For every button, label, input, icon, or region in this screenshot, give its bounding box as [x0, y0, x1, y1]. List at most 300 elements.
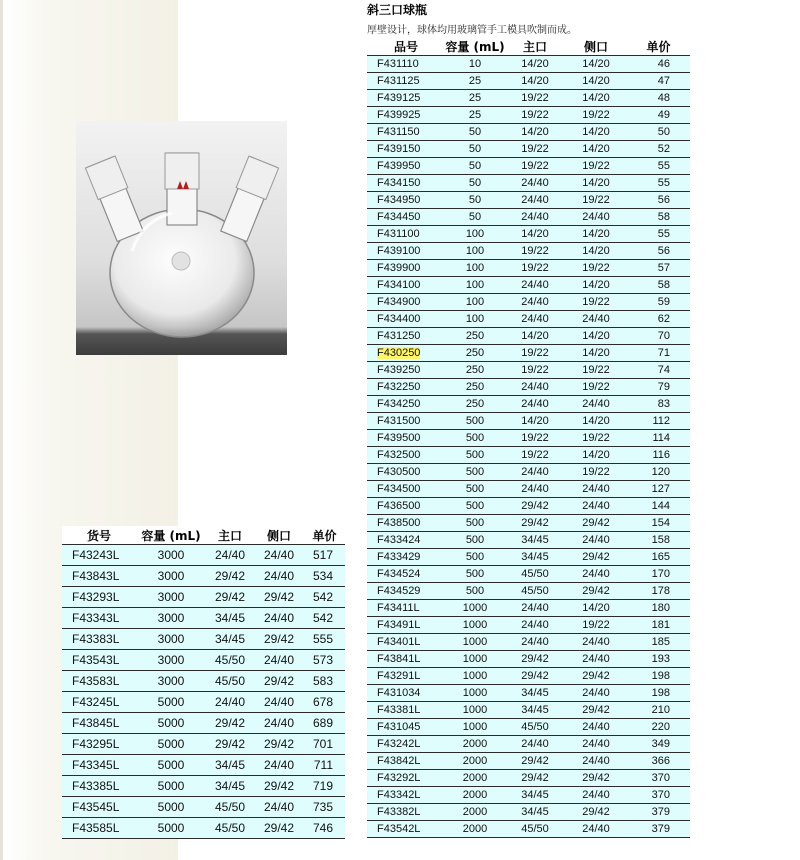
main-joint-cell: 29/42	[206, 587, 254, 608]
table-row	[367, 243, 690, 260]
table-row	[367, 566, 690, 583]
item-no-cell: F431110	[367, 56, 445, 73]
item-no-cell: F439500	[367, 430, 445, 447]
table-row	[367, 617, 690, 634]
item-no-cell: F434450	[367, 209, 445, 226]
item-no-cell: F434400	[367, 311, 445, 328]
price-cell: 573	[304, 650, 345, 671]
capacity-cell: 25	[445, 107, 505, 124]
capacity-cell: 3000	[136, 608, 206, 629]
capacity-cell: 5000	[136, 692, 206, 713]
header-side-joint: 侧口	[254, 526, 304, 545]
capacity-cell: 500	[445, 413, 505, 430]
price-cell: 534	[304, 566, 345, 587]
capacity-cell: 100	[445, 226, 505, 243]
capacity-cell: 5000	[136, 755, 206, 776]
item-no-cell: F43411L	[367, 600, 445, 617]
table-row	[367, 379, 690, 396]
price-cell: 170	[627, 566, 690, 583]
price-cell: 198	[627, 685, 690, 702]
item-no-cell: F43585L	[62, 818, 136, 839]
side-joint-cell: 29/42	[254, 629, 304, 650]
price-cell: 555	[304, 629, 345, 650]
side-joint-cell: 24/40	[254, 797, 304, 818]
price-cell: 46	[627, 56, 690, 73]
price-cell: 158	[627, 532, 690, 549]
side-joint-cell: 29/42	[565, 668, 627, 685]
table-row	[367, 260, 690, 277]
item-no-cell: F43491L	[367, 617, 445, 634]
table-row	[367, 311, 690, 328]
table-row	[367, 770, 690, 787]
side-joint-cell: 24/40	[565, 787, 627, 804]
capacity-cell: 1000	[445, 600, 505, 617]
capacity-cell: 250	[445, 379, 505, 396]
item-no-cell: F434529	[367, 583, 445, 600]
main-joint-cell: 34/45	[206, 608, 254, 629]
main-joint-cell: 19/22	[505, 430, 565, 447]
side-joint-cell: 19/22	[565, 294, 627, 311]
table-row	[62, 629, 345, 650]
capacity-cell: 2000	[445, 804, 505, 821]
price-cell: 719	[304, 776, 345, 797]
item-no-cell: F431250	[367, 328, 445, 345]
price-cell: 180	[627, 600, 690, 617]
table-row	[367, 651, 690, 668]
side-joint-cell: 29/42	[565, 515, 627, 532]
price-cell: 70	[627, 328, 690, 345]
header-price: 单价	[304, 526, 345, 545]
price-cell: 55	[627, 226, 690, 243]
item-no-cell: F432500	[367, 447, 445, 464]
item-no-cell: F43345L	[62, 755, 136, 776]
capacity-cell: 2000	[445, 821, 505, 838]
capacity-cell: 50	[445, 175, 505, 192]
side-joint-cell: 24/40	[565, 566, 627, 583]
main-joint-cell: 29/42	[505, 770, 565, 787]
main-joint-cell: 45/50	[505, 719, 565, 736]
table-row	[367, 90, 690, 107]
table-row	[367, 192, 690, 209]
price-cell: 120	[627, 464, 690, 481]
capacity-cell: 50	[445, 158, 505, 175]
side-joint-cell: 24/40	[565, 209, 627, 226]
table-row	[367, 804, 690, 821]
table-row	[367, 498, 690, 515]
side-joint-cell: 14/20	[565, 56, 627, 73]
capacity-cell: 3000	[136, 566, 206, 587]
three-neck-round-bottom-flask-photo	[76, 121, 287, 355]
table-row	[367, 753, 690, 770]
main-joint-cell: 14/20	[505, 226, 565, 243]
left-product-table	[62, 526, 345, 839]
capacity-cell: 5000	[136, 734, 206, 755]
side-joint-cell: 24/40	[565, 498, 627, 515]
main-joint-cell: 24/40	[505, 209, 565, 226]
main-joint-cell: 29/42	[505, 668, 565, 685]
capacity-cell: 100	[445, 260, 505, 277]
capacity-cell: 25	[445, 90, 505, 107]
price-cell: 71	[627, 345, 690, 362]
price-cell: 112	[627, 413, 690, 430]
main-joint-cell: 24/40	[505, 311, 565, 328]
price-cell: 144	[627, 498, 690, 515]
capacity-cell: 3000	[136, 671, 206, 692]
side-joint-cell: 24/40	[254, 713, 304, 734]
price-cell: 55	[627, 158, 690, 175]
main-joint-cell: 24/40	[505, 464, 565, 481]
table-row	[367, 396, 690, 413]
table-row	[367, 600, 690, 617]
table-row	[62, 566, 345, 587]
item-no-cell: F432250	[367, 379, 445, 396]
item-no-cell: F431034	[367, 685, 445, 702]
table-row	[367, 481, 690, 498]
side-joint-cell: 29/42	[254, 776, 304, 797]
item-no-cell: F434250	[367, 396, 445, 413]
main-joint-cell: 19/22	[505, 90, 565, 107]
price-cell: 74	[627, 362, 690, 379]
side-joint-cell: 19/22	[565, 464, 627, 481]
side-joint-cell: 19/22	[565, 362, 627, 379]
price-cell: 55	[627, 175, 690, 192]
main-joint-cell: 19/22	[505, 107, 565, 124]
item-no-cell: F43343L	[62, 608, 136, 629]
capacity-cell: 500	[445, 515, 505, 532]
price-cell: 678	[304, 692, 345, 713]
side-joint-cell: 14/20	[565, 124, 627, 141]
capacity-cell: 2000	[445, 736, 505, 753]
capacity-cell: 25	[445, 73, 505, 90]
capacity-cell: 250	[445, 345, 505, 362]
item-no-cell: F43843L	[62, 566, 136, 587]
side-joint-cell: 24/40	[254, 608, 304, 629]
price-cell: 165	[627, 549, 690, 566]
item-no-cell: F434524	[367, 566, 445, 583]
table-row	[367, 413, 690, 430]
main-joint-cell: 34/45	[505, 804, 565, 821]
item-no-cell: F439125	[367, 90, 445, 107]
capacity-cell: 5000	[136, 713, 206, 734]
page-title: 斜三口球瓶	[367, 3, 428, 17]
side-joint-cell: 24/40	[565, 753, 627, 770]
item-no-cell: F43841L	[367, 651, 445, 668]
main-joint-cell: 45/50	[206, 650, 254, 671]
side-joint-cell: 14/20	[565, 141, 627, 158]
main-joint-cell: 19/22	[505, 345, 565, 362]
table-row	[367, 464, 690, 481]
capacity-cell: 50	[445, 209, 505, 226]
side-joint-cell: 24/40	[565, 481, 627, 498]
item-no-cell	[367, 345, 445, 362]
item-no-cell: F431125	[367, 73, 445, 90]
header-capacity: 容量 (mL)	[136, 526, 206, 545]
side-joint-cell: 24/40	[254, 545, 304, 566]
price-cell: 83	[627, 396, 690, 413]
side-joint-cell: 19/22	[565, 430, 627, 447]
item-no-cell: F433429	[367, 549, 445, 566]
main-joint-cell: 45/50	[206, 797, 254, 818]
table-row	[62, 587, 345, 608]
price-cell: 58	[627, 209, 690, 226]
capacity-cell: 5000	[136, 797, 206, 818]
header-item-no: 货号	[62, 526, 136, 545]
main-joint-cell: 19/22	[505, 447, 565, 464]
flask-photo	[76, 121, 287, 355]
side-joint-cell: 29/42	[565, 549, 627, 566]
item-no-cell: F434100	[367, 277, 445, 294]
main-joint-cell: 29/42	[206, 734, 254, 755]
item-no-cell: F431045	[367, 719, 445, 736]
header-price: 单价	[627, 38, 690, 56]
item-no-cell: F43543L	[62, 650, 136, 671]
item-no-cell: F43245L	[62, 692, 136, 713]
main-joint-cell: 14/20	[505, 73, 565, 90]
price-cell: 50	[627, 124, 690, 141]
header-side-joint: 侧口	[565, 38, 627, 56]
price-cell: 185	[627, 634, 690, 651]
capacity-cell: 50	[445, 141, 505, 158]
table-row	[367, 175, 690, 192]
side-joint-cell: 29/42	[565, 583, 627, 600]
capacity-cell: 250	[445, 362, 505, 379]
table-row	[367, 685, 690, 702]
side-joint-cell: 14/20	[565, 277, 627, 294]
table-row	[367, 821, 690, 838]
table-row	[367, 634, 690, 651]
capacity-cell: 1000	[445, 719, 505, 736]
table-row	[62, 755, 345, 776]
capacity-cell: 1000	[445, 617, 505, 634]
item-no-cell: F43292L	[367, 770, 445, 787]
item-no-cell: F431150	[367, 124, 445, 141]
main-joint-cell: 29/42	[505, 498, 565, 515]
table-row	[62, 608, 345, 629]
item-no-cell: F43291L	[367, 668, 445, 685]
price-cell: 711	[304, 755, 345, 776]
price-cell: 370	[627, 770, 690, 787]
price-cell: 178	[627, 583, 690, 600]
main-joint-cell: 24/40	[505, 634, 565, 651]
side-joint-cell: 24/40	[565, 685, 627, 702]
table-row	[367, 328, 690, 345]
main-joint-cell: 24/40	[206, 692, 254, 713]
side-joint-cell: 24/40	[565, 311, 627, 328]
table-row	[62, 818, 345, 839]
capacity-cell: 500	[445, 447, 505, 464]
main-joint-cell: 24/40	[505, 396, 565, 413]
main-joint-cell: 45/50	[505, 821, 565, 838]
price-cell: 57	[627, 260, 690, 277]
capacity-cell: 5000	[136, 818, 206, 839]
side-joint-cell: 29/42	[565, 804, 627, 821]
main-joint-cell: 24/40	[505, 379, 565, 396]
capacity-cell: 1000	[445, 685, 505, 702]
table-row	[367, 447, 690, 464]
side-joint-cell: 24/40	[565, 821, 627, 838]
main-joint-cell: 19/22	[505, 260, 565, 277]
main-joint-cell: 24/40	[505, 600, 565, 617]
item-no-cell: F43342L	[367, 787, 445, 804]
page-subtitle: 厚壁设计，球体均用玻璃管手工模具吹制而成。	[367, 25, 577, 36]
side-joint-cell: 24/40	[254, 566, 304, 587]
table-row	[367, 226, 690, 243]
main-joint-cell: 29/42	[505, 753, 565, 770]
item-no-cell: F43293L	[62, 587, 136, 608]
header-main-joint: 主口	[206, 526, 254, 545]
side-joint-cell: 19/22	[565, 192, 627, 209]
side-joint-cell: 14/20	[565, 447, 627, 464]
table-row	[62, 797, 345, 818]
capacity-cell: 50	[445, 192, 505, 209]
side-joint-cell: 14/20	[565, 90, 627, 107]
main-joint-cell: 14/20	[505, 56, 565, 73]
main-joint-cell: 24/40	[505, 277, 565, 294]
side-joint-cell: 24/40	[565, 719, 627, 736]
main-joint-cell: 34/45	[206, 755, 254, 776]
side-joint-cell: 14/20	[565, 413, 627, 430]
price-cell: 370	[627, 787, 690, 804]
item-no-cell: F43381L	[367, 702, 445, 719]
main-joint-cell: 29/42	[505, 651, 565, 668]
main-joint-cell: 24/40	[505, 617, 565, 634]
item-no-cell: F430500	[367, 464, 445, 481]
item-no-cell: F431100	[367, 226, 445, 243]
capacity-cell: 100	[445, 311, 505, 328]
capacity-cell: 500	[445, 498, 505, 515]
item-no-cell: F43401L	[367, 634, 445, 651]
side-joint-cell: 14/20	[565, 175, 627, 192]
main-joint-cell: 34/45	[505, 787, 565, 804]
item-no-cell: F43542L	[367, 821, 445, 838]
price-cell: 198	[627, 668, 690, 685]
item-no-cell: F434150	[367, 175, 445, 192]
price-cell: 746	[304, 818, 345, 839]
price-cell: 379	[627, 804, 690, 821]
left-table-header	[62, 526, 345, 545]
capacity-cell: 1000	[445, 634, 505, 651]
main-joint-cell: 19/22	[505, 362, 565, 379]
price-cell: 52	[627, 141, 690, 158]
price-cell: 58	[627, 277, 690, 294]
price-cell: 701	[304, 734, 345, 755]
capacity-cell: 500	[445, 549, 505, 566]
side-joint-cell: 29/42	[254, 587, 304, 608]
table-row	[62, 545, 345, 566]
side-joint-cell: 14/20	[565, 345, 627, 362]
item-no-cell: F434900	[367, 294, 445, 311]
item-no-cell: F439925	[367, 107, 445, 124]
capacity-cell: 3000	[136, 650, 206, 671]
price-cell: 59	[627, 294, 690, 311]
capacity-cell: 500	[445, 481, 505, 498]
side-joint-cell: 24/40	[254, 692, 304, 713]
table-row	[367, 294, 690, 311]
main-joint-cell: 24/40	[505, 175, 565, 192]
item-no-cell: F43243L	[62, 545, 136, 566]
side-joint-cell: 24/40	[565, 634, 627, 651]
side-joint-cell: 29/42	[565, 770, 627, 787]
header-capacity: 容量 (mL)	[445, 40, 505, 54]
side-joint-cell: 19/22	[565, 260, 627, 277]
price-cell: 47	[627, 73, 690, 90]
main-joint-cell: 19/22	[505, 243, 565, 260]
main-joint-cell: 24/40	[505, 192, 565, 209]
capacity-cell: 3000	[136, 545, 206, 566]
side-joint-cell: 14/20	[565, 226, 627, 243]
price-cell: 48	[627, 90, 690, 107]
table-row	[367, 158, 690, 175]
table-row	[62, 734, 345, 755]
table-row	[62, 776, 345, 797]
capacity-cell: 1000	[445, 651, 505, 668]
table-row	[367, 787, 690, 804]
side-joint-cell: 14/20	[565, 600, 627, 617]
capacity-cell: 10	[445, 56, 505, 73]
capacity-cell: 250	[445, 396, 505, 413]
main-joint-cell: 14/20	[505, 328, 565, 345]
price-cell: 349	[627, 736, 690, 753]
item-no-cell: F439150	[367, 141, 445, 158]
price-cell: 154	[627, 515, 690, 532]
table-row	[367, 107, 690, 124]
item-no-cell: F439900	[367, 260, 445, 277]
price-cell: 735	[304, 797, 345, 818]
capacity-cell: 3000	[136, 587, 206, 608]
main-joint-cell: 29/42	[505, 515, 565, 532]
header-main-joint: 主口	[505, 38, 565, 56]
main-joint-cell: 34/45	[206, 776, 254, 797]
side-joint-cell: 29/42	[254, 818, 304, 839]
price-cell: 193	[627, 651, 690, 668]
price-cell: 220	[627, 719, 690, 736]
side-joint-cell: 14/20	[565, 328, 627, 345]
item-no-cell: F43583L	[62, 671, 136, 692]
price-cell: 127	[627, 481, 690, 498]
main-joint-cell: 29/42	[206, 713, 254, 734]
price-cell: 689	[304, 713, 345, 734]
capacity-cell: 2000	[445, 753, 505, 770]
side-joint-cell: 29/42	[254, 671, 304, 692]
item-no-cell: F431500	[367, 413, 445, 430]
main-joint-cell: 19/22	[505, 141, 565, 158]
header-item-no: 品号	[367, 38, 445, 56]
side-joint-cell: 24/40	[254, 755, 304, 776]
main-joint-cell: 45/50	[505, 583, 565, 600]
item-no-cell: F43383L	[62, 629, 136, 650]
main-joint-cell: 45/50	[206, 818, 254, 839]
price-cell: 181	[627, 617, 690, 634]
main-joint-cell: 34/45	[505, 532, 565, 549]
table-row	[367, 583, 690, 600]
side-joint-cell: 24/40	[565, 651, 627, 668]
table-row	[367, 277, 690, 294]
capacity-cell: 250	[445, 328, 505, 345]
main-joint-cell: 34/45	[505, 702, 565, 719]
capacity-cell: 1000	[445, 668, 505, 685]
price-cell: 116	[627, 447, 690, 464]
main-joint-cell: 24/40	[505, 294, 565, 311]
table-row	[367, 532, 690, 549]
table-row	[367, 549, 690, 566]
capacity-cell: 100	[445, 243, 505, 260]
table-row	[367, 736, 690, 753]
capacity-cell: 5000	[136, 776, 206, 797]
left-table-body	[62, 545, 345, 839]
table-row	[367, 73, 690, 90]
side-joint-cell: 24/40	[565, 736, 627, 753]
side-joint-cell: 19/22	[565, 158, 627, 175]
